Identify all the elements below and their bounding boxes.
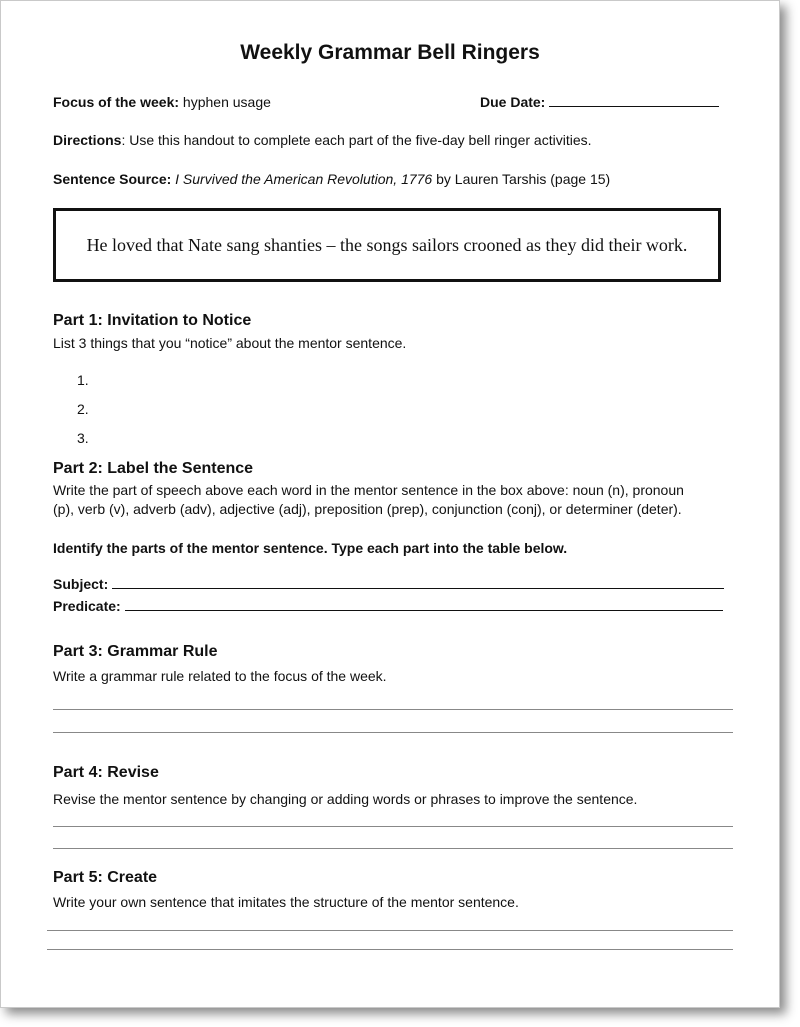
mentor-sentence-box bbox=[53, 208, 721, 282]
part2-instruction-line1: Write the part of speech above each word in the mentor sentence in the box above: noun (n), pronoun bbox=[53, 482, 684, 498]
notice-item-1[interactable]: 1. bbox=[77, 372, 89, 388]
due-date-row bbox=[480, 94, 719, 110]
part2-instruction-line2: (p), verb (v), adverb (adv), adjective (adj), preposition (prep), conjunction (conj), or determiner (deter). bbox=[53, 501, 682, 517]
part2-heading: Part 2: Label the Sentence bbox=[53, 460, 254, 477]
focus-value: hyphen usage bbox=[182, 94, 271, 110]
predicate-blank[interactable] bbox=[125, 610, 723, 611]
source-row bbox=[53, 171, 610, 187]
part2-identify-instruction: Identify the parts of the mentor sentence. Type each part into the table below. bbox=[53, 540, 568, 556]
source-book: I Survived the American Revolution, 1776 bbox=[175, 171, 433, 187]
focus-row bbox=[53, 94, 271, 110]
part4-instruction: Revise the mentor sentence by changing or adding words or phrases to improve the sentence. bbox=[53, 791, 638, 807]
part3-answer-line-2[interactable] bbox=[53, 732, 733, 733]
directions-row bbox=[53, 132, 592, 148]
focus-label: Focus of the week: bbox=[53, 94, 180, 110]
part5-heading: Part 5: Create bbox=[53, 869, 158, 886]
worksheet-title: Weekly Grammar Bell Ringers bbox=[240, 41, 540, 64]
part5-answer-line-1[interactable] bbox=[47, 930, 733, 931]
subject-blank[interactable] bbox=[112, 588, 724, 589]
directions-text: : Use this handout to complete each part of the five-day bell ringer activities. bbox=[121, 132, 592, 148]
part3-answer-line-1[interactable] bbox=[53, 709, 733, 710]
part4-answer-line-1[interactable] bbox=[53, 826, 733, 827]
subject-label: Subject: bbox=[53, 576, 109, 592]
source-label: Sentence Source: bbox=[53, 171, 172, 187]
part4-heading: Part 4: Revise bbox=[53, 764, 159, 781]
part5-answer-line-2[interactable] bbox=[47, 949, 733, 950]
part3-heading: Part 3: Grammar Rule bbox=[53, 643, 218, 660]
due-date-blank[interactable] bbox=[549, 106, 719, 107]
subject-row bbox=[53, 576, 724, 592]
due-date-label: Due Date: bbox=[480, 94, 546, 110]
source-rest: by Lauren Tarshis (page 15) bbox=[432, 171, 611, 187]
predicate-row bbox=[53, 598, 723, 614]
part1-heading: Part 1: Invitation to Notice bbox=[53, 312, 252, 329]
part1-instruction: List 3 things that you “notice” about the mentor sentence. bbox=[53, 335, 407, 351]
predicate-label: Predicate: bbox=[53, 598, 121, 614]
directions-label: Directions bbox=[53, 132, 122, 148]
notice-item-3[interactable]: 3. bbox=[77, 430, 89, 446]
mentor-sentence: He loved that Nate sang shanties – the songs sailors crooned as they did their work. bbox=[86, 234, 688, 255]
part3-instruction: Write a grammar rule related to the focus of the week. bbox=[53, 668, 387, 684]
part4-answer-line-2[interactable] bbox=[53, 848, 733, 849]
part5-instruction: Write your own sentence that imitates the structure of the mentor sentence. bbox=[53, 894, 519, 910]
notice-item-2[interactable]: 2. bbox=[77, 401, 89, 417]
